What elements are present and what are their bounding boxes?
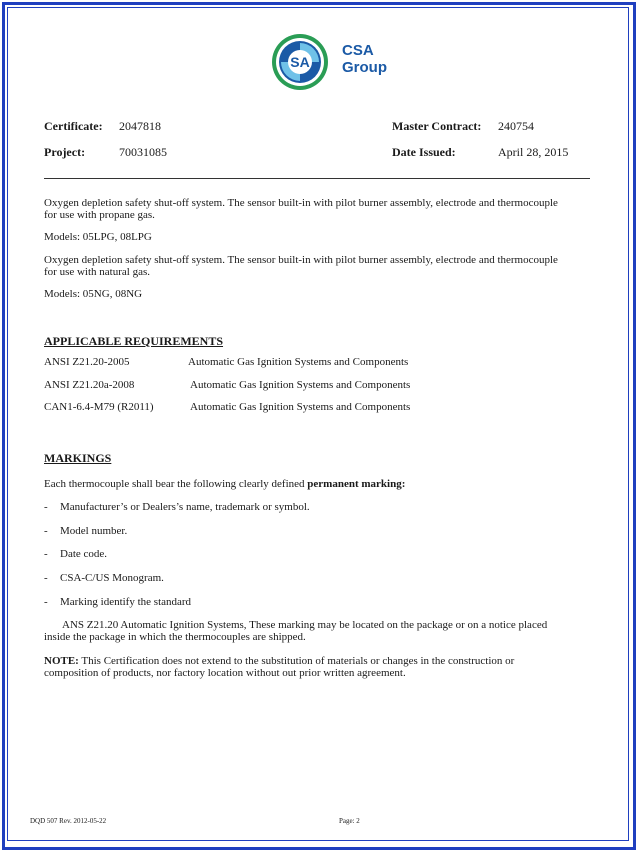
header-divider xyxy=(44,178,590,179)
certificate-label: Certificate: xyxy=(44,119,103,133)
marking-bullet-text-4: CSA-C/US Monogram. xyxy=(60,572,164,584)
project-value: 70031085 xyxy=(119,145,167,159)
markings-intro xyxy=(44,478,604,490)
markings-note-paragraph: ANS Z21.20 Automatic Ignition Systems, These marking may be located on the package or on a notice placed inside the package in which the thermocouples are shipped. xyxy=(44,619,548,643)
date-issued-label: Date Issued: xyxy=(392,145,456,159)
brand-name-line1: CSA xyxy=(342,42,374,59)
footer-page-number: Page: 2 xyxy=(339,817,360,825)
requirement-code-2: ANSI Z21.20a-2008 xyxy=(44,379,135,391)
certificate-value: 2047818 xyxy=(119,119,161,133)
marking-bullet-1: - Manufacturer’s or Dealers’s name, trademark or symbol. xyxy=(44,501,310,513)
marking-bullet-2: - Model number. xyxy=(44,525,128,537)
marking-bullet-text-2: Model number. xyxy=(60,525,128,537)
master-contract-value: 240754 xyxy=(498,119,534,133)
certification-note-text: This Certification does not extend to the substitution of materials or changes in the construction or composition of products, nor factory location without out prior written agreement. xyxy=(44,655,515,679)
requirements-heading: APPLICABLE REQUIREMENTS xyxy=(44,334,224,348)
marking-bullet-5: - Marking identify the standard xyxy=(44,596,192,608)
requirement-title-2: Automatic Gas Ignition Systems and Components xyxy=(190,379,411,391)
marking-bullet-3: - Date code. xyxy=(44,548,108,560)
footer-form-ref: DQD 507 Rev. 2012-05-22 xyxy=(30,817,107,825)
project-label: Project: xyxy=(44,145,86,159)
requirement-code-1: ANSI Z21.20-2005 xyxy=(44,356,130,368)
product-models-2: Models: 05NG, 08NG xyxy=(44,288,143,300)
master-contract-label: Master Contract: xyxy=(392,119,482,133)
marking-bullet-4: - CSA-C/US Monogram. xyxy=(44,572,164,584)
date-issued-value: April 28, 2015 xyxy=(498,145,569,159)
marking-bullet-text-1: Manufacturer’s or Dealers’s name, trademark or symbol. xyxy=(60,501,310,513)
certification-note-label: NOTE: xyxy=(44,655,79,667)
markings-intro-text: Each thermocouple shall bear the following clearly defined xyxy=(44,478,305,490)
product-description-2: Oxygen depletion safety shut-off system. The sensor built-in with pilot burner assembly, electrode and thermocouple for use with natural gas. xyxy=(44,254,558,278)
markings-intro-bold: permanent marking: xyxy=(307,478,406,490)
marking-bullet-text-5: Marking identify the standard xyxy=(60,596,192,608)
csa-group-logo-icon xyxy=(270,32,330,92)
brand-name xyxy=(342,42,387,76)
brand-name-line2: Group xyxy=(342,59,387,76)
certification-note xyxy=(44,655,564,679)
requirement-title-3: Automatic Gas Ignition Systems and Components xyxy=(190,401,411,413)
svg-text:SA: SA xyxy=(290,54,310,70)
markings-heading: MARKINGS xyxy=(44,451,112,465)
product-models-1: Models: 05LPG, 08LPG xyxy=(44,231,152,243)
requirement-code-3: CAN1-6.4-M79 (R2011) xyxy=(44,401,154,413)
requirement-title-1: Automatic Gas Ignition Systems and Components xyxy=(188,356,409,368)
marking-bullet-text-3: Date code. xyxy=(60,548,108,560)
product-description-1: Oxygen depletion safety shut-off system. The sensor built-in with pilot burner assembly, electrode and thermocouple for use with propane gas. xyxy=(44,197,558,221)
